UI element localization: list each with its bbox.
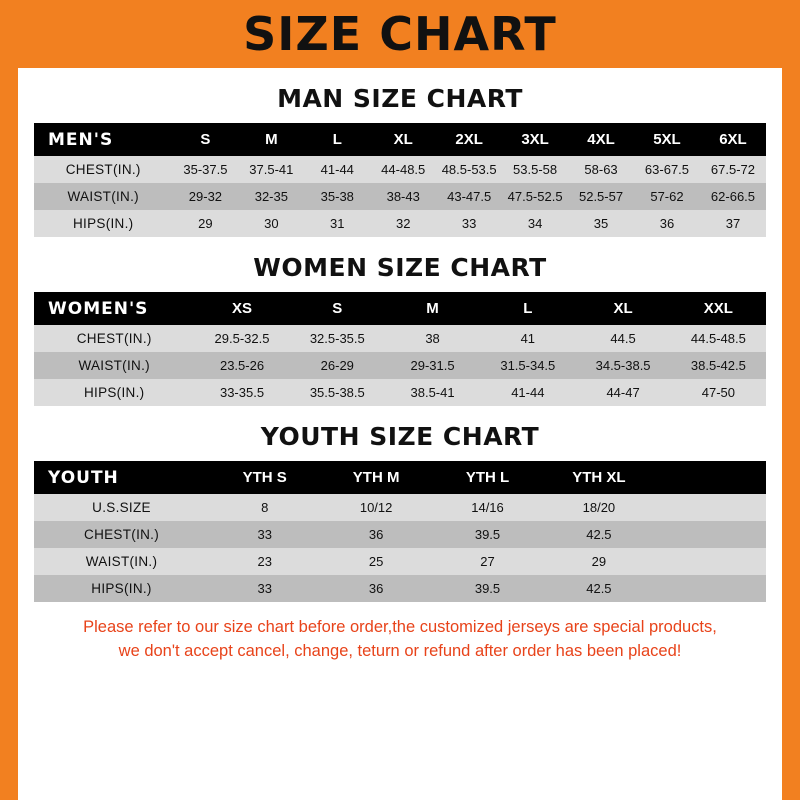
table-row: [34, 210, 766, 237]
men-hips-6xl: 37: [700, 210, 766, 237]
women-waist-xl: 34.5-38.5: [575, 352, 670, 379]
youth-hips-ythl: 39.5: [432, 575, 543, 602]
youth-row-label-hips: HIPS(IN.): [34, 575, 209, 602]
men-hips-l: 31: [304, 210, 370, 237]
youth-header-ythl: YTH L: [432, 461, 543, 494]
men-header-m: M: [238, 123, 304, 156]
women-row-label-chest: CHEST(IN.): [34, 325, 194, 352]
women-hips-xl: 44-47: [575, 379, 670, 406]
table-row: [34, 575, 766, 602]
men-waist-xl: 38-43: [370, 183, 436, 210]
women-waist-xxl: 38.5-42.5: [671, 352, 766, 379]
table-row: [34, 494, 766, 521]
men-table-header-row: [34, 123, 766, 156]
women-waist-xs: 23.5-26: [194, 352, 289, 379]
men-hips-m: 30: [238, 210, 304, 237]
men-size-table: [34, 123, 766, 237]
table-row: [34, 156, 766, 183]
women-chest-xxl: 44.5-48.5: [671, 325, 766, 352]
youth-hips-yths: 33: [209, 575, 320, 602]
youth-row-label-waist: WAIST(IN.): [34, 548, 209, 575]
men-chest-5xl: 63-67.5: [634, 156, 700, 183]
men-waist-4xl: 52.5-57: [568, 183, 634, 210]
women-header-l: L: [480, 292, 575, 325]
footnote-line-1: Please refer to our size chart before order,the customized jerseys are special products,: [83, 618, 717, 636]
youth-table-header-row: [34, 461, 766, 494]
youth-ussize-yths: 8: [209, 494, 320, 521]
youth-row-label-ussize: U.S.SIZE: [34, 494, 209, 521]
men-chest-6xl: 67.5-72: [700, 156, 766, 183]
youth-chest-ythl: 39.5: [432, 521, 543, 548]
men-waist-m: 32-35: [238, 183, 304, 210]
women-waist-s: 26-29: [290, 352, 385, 379]
men-header-3xl: 3XL: [502, 123, 568, 156]
men-header-label: MEN'S: [34, 123, 172, 156]
men-header-s: S: [172, 123, 238, 156]
men-chest-2xl: 48.5-53.5: [436, 156, 502, 183]
men-section-title: MAN SIZE CHART: [277, 84, 523, 113]
women-chest-s: 32.5-35.5: [290, 325, 385, 352]
women-waist-m: 29-31.5: [385, 352, 480, 379]
women-header-xl: XL: [575, 292, 670, 325]
youth-header-label: YOUTH: [34, 461, 209, 494]
men-hips-3xl: 34: [502, 210, 568, 237]
men-waist-6xl: 62-66.5: [700, 183, 766, 210]
youth-chest-yths: 33: [209, 521, 320, 548]
men-chest-l: 41-44: [304, 156, 370, 183]
youth-chest-ythxl: 42.5: [543, 521, 654, 548]
men-chest-s: 35-37.5: [172, 156, 238, 183]
table-row: [34, 352, 766, 379]
women-header-s: S: [290, 292, 385, 325]
youth-hips-empty: [655, 575, 766, 602]
women-hips-xs: 33-35.5: [194, 379, 289, 406]
chart-content: [18, 68, 782, 800]
women-chest-m: 38: [385, 325, 480, 352]
men-waist-5xl: 57-62: [634, 183, 700, 210]
women-hips-l: 41-44: [480, 379, 575, 406]
women-row-label-hips: HIPS(IN.): [34, 379, 194, 406]
youth-chest-ythm: 36: [320, 521, 431, 548]
men-hips-5xl: 36: [634, 210, 700, 237]
men-row-label-hips: HIPS(IN.): [34, 210, 172, 237]
men-waist-s: 29-32: [172, 183, 238, 210]
men-chest-m: 37.5-41: [238, 156, 304, 183]
youth-ussize-empty: [655, 494, 766, 521]
women-row-label-waist: WAIST(IN.): [34, 352, 194, 379]
women-section-title: WOMEN SIZE CHART: [253, 253, 547, 282]
page-title: SIZE CHART: [243, 7, 557, 61]
women-chest-l: 41: [480, 325, 575, 352]
page-banner: [0, 0, 800, 68]
youth-header-empty: [655, 461, 766, 494]
men-chest-3xl: 53.5-58: [502, 156, 568, 183]
men-hips-4xl: 35: [568, 210, 634, 237]
youth-size-table: [34, 461, 766, 602]
men-header-4xl: 4XL: [568, 123, 634, 156]
youth-hips-ythxl: 42.5: [543, 575, 654, 602]
youth-waist-ythl: 27: [432, 548, 543, 575]
youth-row-label-chest: CHEST(IN.): [34, 521, 209, 548]
table-row: [34, 379, 766, 406]
men-waist-3xl: 47.5-52.5: [502, 183, 568, 210]
youth-hips-ythm: 36: [320, 575, 431, 602]
women-size-table: [34, 292, 766, 406]
women-header-m: M: [385, 292, 480, 325]
table-row: [34, 521, 766, 548]
table-row: [34, 325, 766, 352]
men-waist-2xl: 43-47.5: [436, 183, 502, 210]
women-chest-xs: 29.5-32.5: [194, 325, 289, 352]
youth-ussize-ythm: 10/12: [320, 494, 431, 521]
youth-header-ythm: YTH M: [320, 461, 431, 494]
women-chest-xl: 44.5: [575, 325, 670, 352]
footnote-disclaimer: [34, 602, 766, 674]
women-hips-xxl: 47-50: [671, 379, 766, 406]
youth-ussize-ythxl: 18/20: [543, 494, 654, 521]
youth-header-ythxl: YTH XL: [543, 461, 654, 494]
table-row: [34, 548, 766, 575]
men-hips-xl: 32: [370, 210, 436, 237]
youth-waist-ythm: 25: [320, 548, 431, 575]
youth-waist-yths: 23: [209, 548, 320, 575]
women-hips-s: 35.5-38.5: [290, 379, 385, 406]
footnote-line-2: we don't accept cancel, change, teturn or refund after order has been placed!: [118, 641, 682, 660]
men-row-label-chest: CHEST(IN.): [34, 156, 172, 183]
women-waist-l: 31.5-34.5: [480, 352, 575, 379]
men-hips-s: 29: [172, 210, 238, 237]
men-hips-2xl: 33: [436, 210, 502, 237]
men-header-xl: XL: [370, 123, 436, 156]
women-header-label: WOMEN'S: [34, 292, 194, 325]
men-chest-4xl: 58-63: [568, 156, 634, 183]
youth-section-title: YOUTH SIZE CHART: [260, 422, 540, 451]
youth-waist-empty: [655, 548, 766, 575]
men-chest-xl: 44-48.5: [370, 156, 436, 183]
women-hips-m: 38.5-41: [385, 379, 480, 406]
youth-header-yths: YTH S: [209, 461, 320, 494]
women-header-xxl: XXL: [671, 292, 766, 325]
men-header-l: L: [304, 123, 370, 156]
men-header-5xl: 5XL: [634, 123, 700, 156]
men-header-6xl: 6XL: [700, 123, 766, 156]
men-row-label-waist: WAIST(IN.): [34, 183, 172, 210]
table-row: [34, 183, 766, 210]
women-table-header-row: [34, 292, 766, 325]
youth-chest-empty: [655, 521, 766, 548]
youth-ussize-ythl: 14/16: [432, 494, 543, 521]
men-waist-l: 35-38: [304, 183, 370, 210]
youth-waist-ythxl: 29: [543, 548, 654, 575]
men-header-2xl: 2XL: [436, 123, 502, 156]
women-header-xs: XS: [194, 292, 289, 325]
